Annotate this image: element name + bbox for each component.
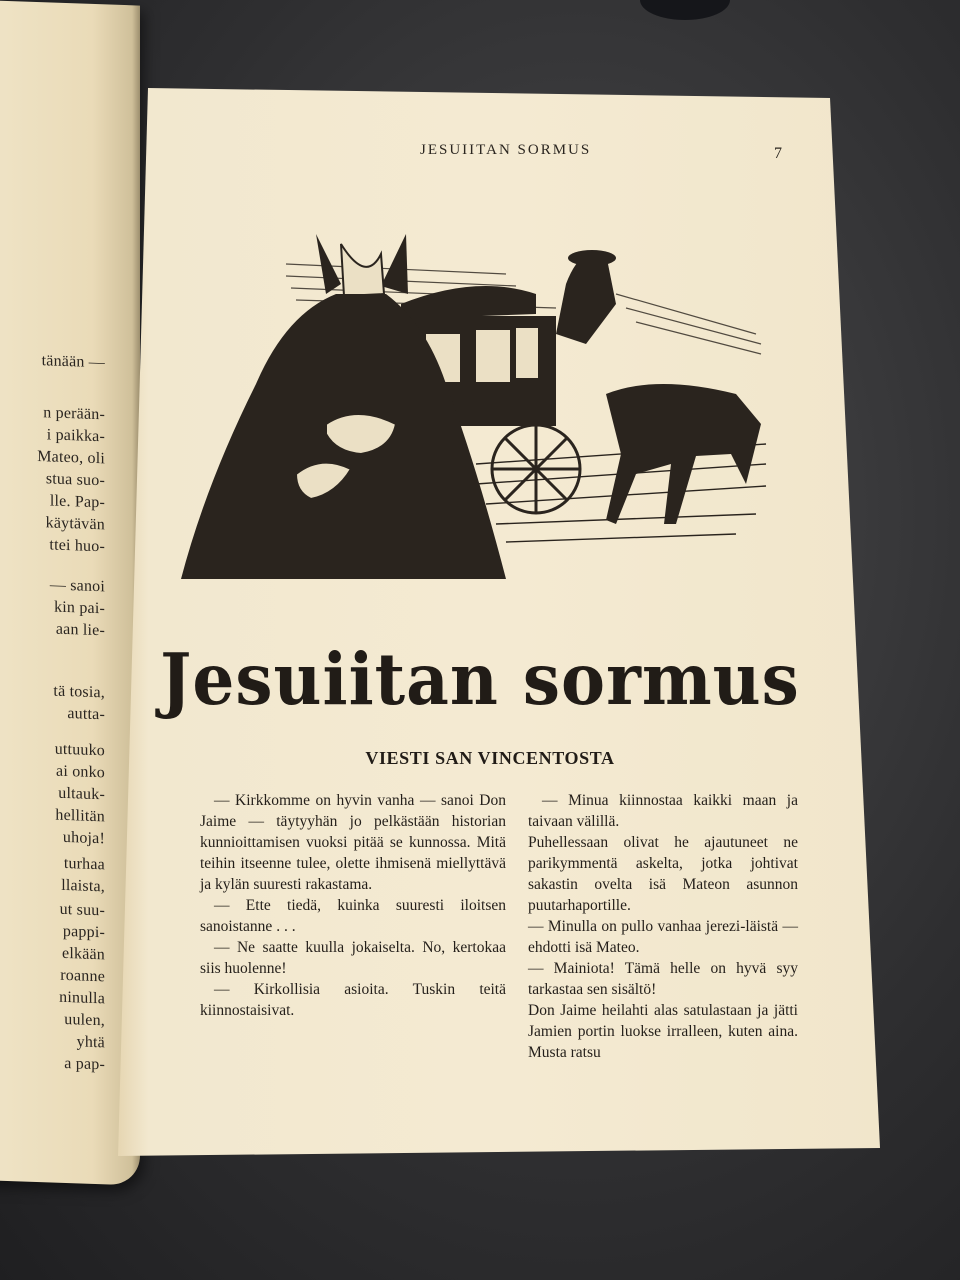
- left-page-text: [0, 1, 105, 1074]
- left-page-line: uttuuko: [54, 740, 105, 760]
- left-page-line: lle. Pap-: [49, 492, 105, 512]
- page-number: 7: [774, 145, 782, 162]
- left-column: [200, 790, 506, 1021]
- paragraph: — Minua kiinnostaa kaikki maan ja taivaan välillä.: [528, 792, 798, 830]
- left-page-line: tä tosia,: [53, 682, 105, 702]
- paragraph: Puhellessaan olivat he ajautuneet ne parikymmentä askelta, jotka johtivat sakastin ovelta isä Mateon asunnon puutarhaportille.: [528, 834, 798, 914]
- woodcut-illustration-icon: [176, 224, 776, 584]
- left-page-line: stua suo-: [45, 470, 105, 490]
- left-page-line: ultauk-: [58, 784, 105, 804]
- paragraph: — Kirkkomme on hyvin vanha — sanoi Don Jaime — täytyyhän jo pelkästään historian kunnioittamisen vuoksi pitää se kunnossa. Mitä teihin itseenne tulee, olette ihmisenä miellyttävä ja kylän suuresti rakastama.: [200, 792, 506, 893]
- article-subtitle: VIESTI SAN VINCENTOSTA: [365, 748, 615, 768]
- left-page-line: yhtä: [76, 1033, 105, 1052]
- paragraph: Don Jaime heilahti alas satulastaan ja jätti Jamien portin luokse irralleen, kuten aina. Musta ratsu: [528, 1002, 798, 1061]
- paragraph: — Ne saatte kuulla jokaiselta. No, kertokaa siis huolenne!: [200, 939, 506, 977]
- left-page-line: uhoja!: [62, 828, 105, 848]
- left-page-line: ttei huo-: [49, 536, 105, 556]
- paragraph: — Minulla on pullo vanhaa jerezi-läistä — ehdotti isä Mateo.: [528, 918, 798, 956]
- left-page-line: uulen,: [64, 1010, 105, 1030]
- left-page-line: hellitän: [55, 806, 105, 826]
- background-object: [640, 0, 730, 20]
- paragraph: — Kirkollisia asioita. Tuskin teitä kiinnostaisivat.: [200, 981, 506, 1019]
- left-page-line: tänään —: [41, 352, 105, 372]
- left-page-line: a pap-: [64, 1054, 105, 1074]
- paragraph: — Ette tiedä, kuinka suuresti iloitsen sanoistanne . . .: [200, 897, 506, 935]
- article-title: Jesuiitan sormus: [160, 636, 800, 722]
- left-page-line: pappi-: [62, 922, 105, 942]
- right-column: [528, 790, 798, 1063]
- left-page-line: — sanoi: [49, 576, 105, 596]
- left-page-line: ai onko: [56, 762, 105, 782]
- left-page-line: elkään: [62, 944, 105, 964]
- left-page-line: n perään-: [43, 404, 105, 424]
- left-page-line: Mateo, oli: [37, 447, 105, 468]
- paragraph: — Mainiota! Tämä helle on hyvä syy tarkastaa sen sisältö!: [528, 960, 798, 998]
- left-page-line: turhaa: [63, 854, 105, 874]
- left-page-line: ut suu-: [59, 900, 105, 920]
- left-page: [0, 0, 140, 1186]
- left-page-line: käytävän: [45, 514, 105, 534]
- left-page-line: ninulla: [59, 988, 105, 1008]
- running-head: JESUIITAN SORMUS: [420, 142, 592, 158]
- left-page-line: llaista,: [61, 876, 105, 896]
- left-page-line: i paikka-: [46, 426, 105, 446]
- left-page-line: roanne: [60, 966, 105, 986]
- left-page-line: kin pai-: [54, 598, 105, 618]
- left-page-line: autta-: [67, 705, 105, 724]
- left-page-line: aan lie-: [55, 620, 105, 640]
